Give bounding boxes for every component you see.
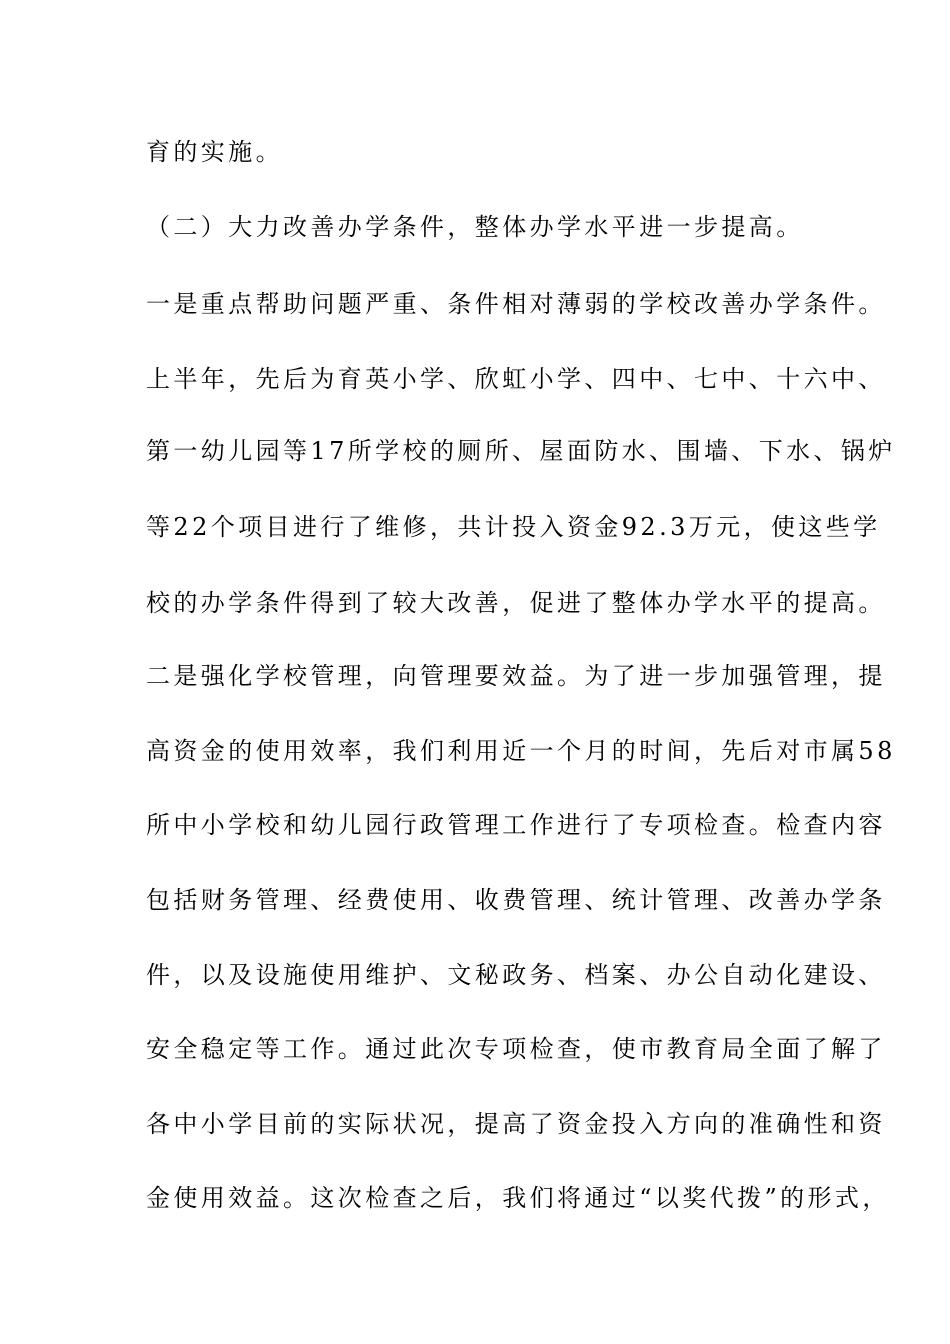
text-line-4: 上半年，先后为育英小学、欣虹小学、四中、七中、十六中、 <box>146 365 886 393</box>
text-line-8: 二是强化学校管理，向管理要效益。为了进一步加强管理，提 <box>146 662 886 690</box>
text-line-12: 件，以及设施使用维护、文秘政务、档案、办公自动化建设、 <box>146 961 886 989</box>
text-line-3: 一是重点帮助问题严重、条件相对薄弱的学校改善办学条件。 <box>146 290 886 318</box>
text-line-13: 安全稳定等工作。通过此次专项检查，使市教育局全面了解了 <box>146 1035 886 1063</box>
text-line-15: 金使用效益。这次检查之后，我们将通过“以奖代拨”的形式， <box>146 1184 890 1212</box>
text-line-6: 等22个项目进行了维修，共计投入资金92.3万元，使这些学 <box>146 513 881 541</box>
text-line-9: 高资金的使用效率，我们利用近一个月的时间，先后对市属58 <box>146 737 896 765</box>
text-line-5: 第一幼儿园等17所学校的厕所、屋面防水、围墙、下水、锅炉 <box>146 437 896 465</box>
text-line-11: 包括财务管理、经费使用、收费管理、统计管理、改善办学条 <box>146 886 886 914</box>
text-line-14: 各中小学目前的实际状况，提高了资金投入方向的准确性和资 <box>146 1110 886 1138</box>
section-heading: （二）大力改善办学条件，整体办学水平进一步提高。 <box>146 213 804 241</box>
text-line-7: 校的办学条件得到了较大改善，促进了整体办学水平的提高。 <box>146 589 886 617</box>
text-line-1: 育的实施。 <box>146 138 283 166</box>
text-line-10: 所中小学校和幼儿园行政管理工作进行了专项检查。检查内容 <box>146 811 886 839</box>
